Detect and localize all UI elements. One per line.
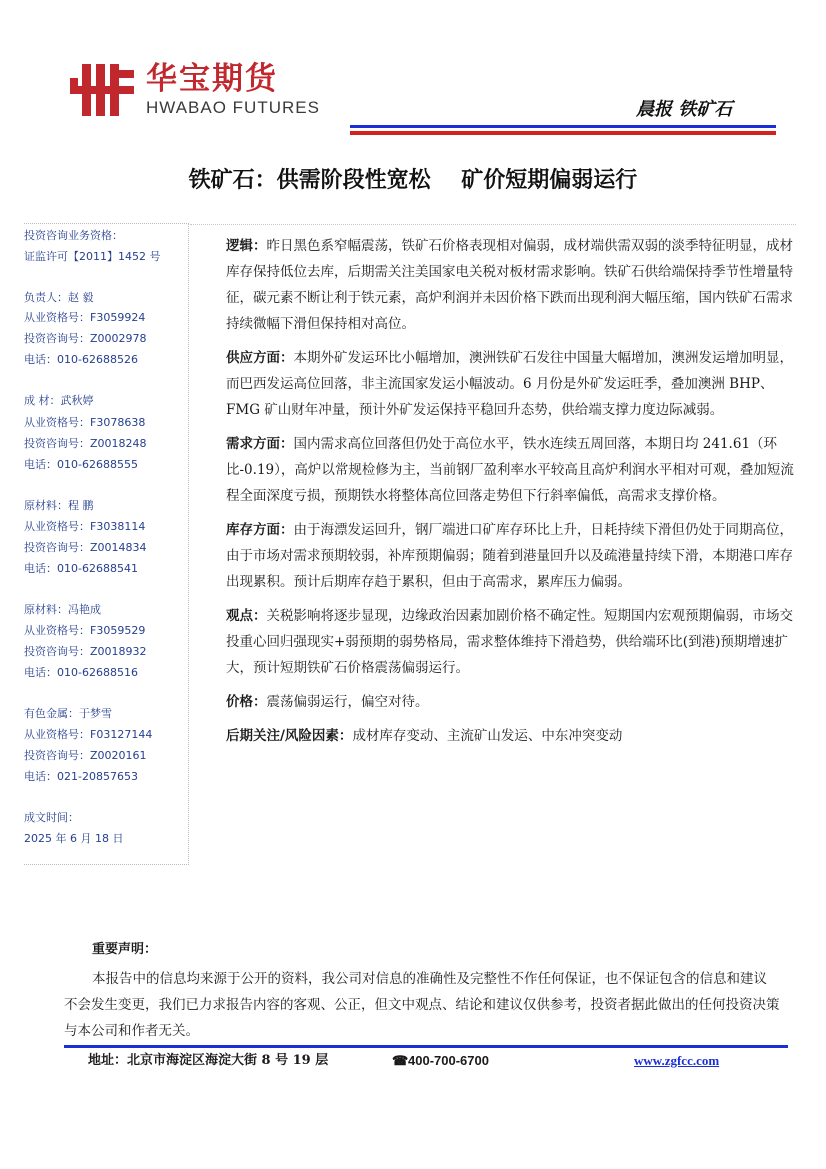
report-type-tag: 晨报 铁矿石	[636, 99, 733, 120]
sidebar-line: 从业资格号：F3059529	[24, 624, 146, 637]
disclaimer-text	[64, 966, 780, 1044]
paragraph-lead: 逻辑：	[226, 238, 267, 254]
paragraph-text: 震荡偏弱运行，偏空对待。	[266, 694, 429, 710]
paragraph-text: 本期外矿发运环比小幅增加，澳洲铁矿石发往中国量大幅增加，澳洲发运增加明显，而巴西发运高位回落，非主流国家发运小幅波动。6 月份是外矿发运旺季，叠加澳洲 BHP、FMG 矿山财年冲量，预计外矿发运保持平稳回升态势，供给端支撑力度边际减弱。	[226, 350, 793, 418]
sidebar-line: 成文时间：	[24, 811, 79, 824]
logic-paragraph	[226, 233, 796, 337]
company-logo-mark	[68, 62, 138, 118]
sidebar-line: 从业资格号：F3059924	[24, 311, 146, 324]
disclaimer-title: 重要声明：	[92, 942, 158, 957]
sidebar-line: 原材料：程 鹏	[24, 499, 94, 512]
paragraph-lead: 库存方面：	[226, 522, 294, 538]
paragraph-lead: 价格：	[226, 694, 267, 710]
header-rule-red	[350, 131, 776, 135]
sidebar-line: 电话：010-62688526	[24, 353, 138, 366]
paragraph-text: 成材库存变动、主流矿山发运、中东冲突变动	[352, 728, 623, 744]
phone-number: 400-700-6700	[408, 1053, 489, 1068]
sidebar-line: 从业资格号：F3078638	[24, 416, 146, 429]
company-name-cn: 华宝期货	[146, 61, 278, 97]
company-name-en: HWABAO FUTURES	[146, 98, 320, 117]
paragraph-lead: 后期关注/风险因素：	[226, 728, 353, 744]
sidebar-line: 从业资格号：F3038114	[24, 520, 146, 533]
risk-paragraph	[226, 723, 796, 749]
paragraph-text: 由于海漂发运回升，钢厂端进口矿库存环比上升，日耗持续下滑但仍处于同期高位，由于市场对需求预期较弱，补库预期偏弱；随着到港量回升以及疏港量持续下滑，本期港口库存出现累积。预计后期库存趋于累积，但由于高需求，累库压力偏弱。	[226, 522, 793, 590]
paragraph-text: 关税影响将逐步显现，边缘政治因素加剧价格不确定性。短期国内宏观预期偏弱，市场交投重心回归强现实+弱预期的弱势格局，需求整体维持下滑趋势，供给端环比(到港)预期增速扩大，预计短期铁矿石价格震荡偏弱运行。	[226, 608, 793, 676]
disclaimer-body: 本报告中的信息均来源于公开的资料，我公司对信息的准确性及完整性不作任何保证，也不保证包含的信息和建议不会发生变更，我们已力求报告内容的客观、公正，但文中观点、结论和建议仅供参考，投资者据此做出的任何投资决策与本公司和作者无关。	[64, 971, 780, 1039]
analyst-sidebar	[24, 223, 189, 865]
sidebar-line: 2025 年 6 月 18 日	[24, 832, 124, 845]
sidebar-line: 投资咨询号：Z0002978	[24, 332, 147, 345]
sidebar-line: 从业资格号：F03127144	[24, 728, 153, 741]
sidebar-line: 有色金属：于梦雪	[24, 707, 112, 720]
inventory-paragraph	[226, 517, 796, 595]
view-paragraph	[226, 603, 796, 681]
sidebar-line: 原材料：冯艳成	[24, 603, 101, 616]
footer-rule	[64, 1045, 788, 1048]
footer-phone	[392, 1052, 489, 1070]
price-paragraph	[226, 689, 796, 715]
sidebar-line: 负责人：赵 毅	[24, 291, 94, 304]
paragraph-lead: 供应方面：	[226, 350, 294, 366]
sidebar-line: 电话：010-62688541	[24, 562, 138, 575]
sidebar-line: 成 材：武秋婷	[24, 394, 94, 407]
sidebar-line: 投资咨询号：Z0018248	[24, 437, 147, 450]
sidebar-line: 证监许可【2011】1452 号	[24, 250, 161, 263]
sidebar-line: 电话：010-62688516	[24, 666, 138, 679]
sidebar-line: 投资咨询号：Z0020161	[24, 749, 147, 762]
footer-address: 地址：北京市海淀区海淀大街 8 号 19 层	[88, 1053, 329, 1068]
sidebar-line: 投资咨询号：Z0018932	[24, 645, 147, 658]
paragraph-lead: 观点：	[226, 608, 267, 624]
demand-paragraph	[226, 431, 796, 509]
report-title: 铁矿石：供需阶段性宽松 矿价短期偏弱运行	[188, 168, 638, 193]
divider	[190, 224, 796, 225]
paragraph-lead: 需求方面：	[226, 436, 294, 452]
header-rule-blue	[350, 125, 776, 128]
sidebar-line: 电话：010-62688555	[24, 458, 138, 471]
report-body	[226, 233, 796, 757]
sidebar-line: 投资咨询业务资格：	[24, 229, 123, 242]
paragraph-text: 昨日黑色系窄幅震荡，铁矿石价格表现相对偏弱，成材端供需双弱的淡季特征明显，成材库存保持低位去库，后期需关注美国家电关税对板材需求影响。铁矿石供给端保持季节性增量特征，碳元素不断让利于铁元素，高炉利润并未因价格下跌而出现利润大幅压缩，国内铁矿石需求持续微幅下滑但保持相对高位。	[226, 238, 793, 332]
phone-icon: ☎	[392, 1053, 409, 1068]
paragraph-text: 国内需求高位回落但仍处于高位水平，铁水连续五周回落，本期日均 241.61（环比-0.19），高炉以常规检修为主，当前钢厂盈利率水平较高且高炉利润水平相对可观，叠加短流程全面深度亏损，预期铁水将整体高位回落走势但下行斜率偏低，高需求支撑价格。	[226, 436, 794, 504]
supply-paragraph	[226, 345, 796, 423]
sidebar-line: 电话：021-20857653	[24, 770, 138, 783]
sidebar-line: 投资咨询号：Z0014834	[24, 541, 147, 554]
website-link[interactable]: www.zgfcc.com	[634, 1053, 720, 1068]
